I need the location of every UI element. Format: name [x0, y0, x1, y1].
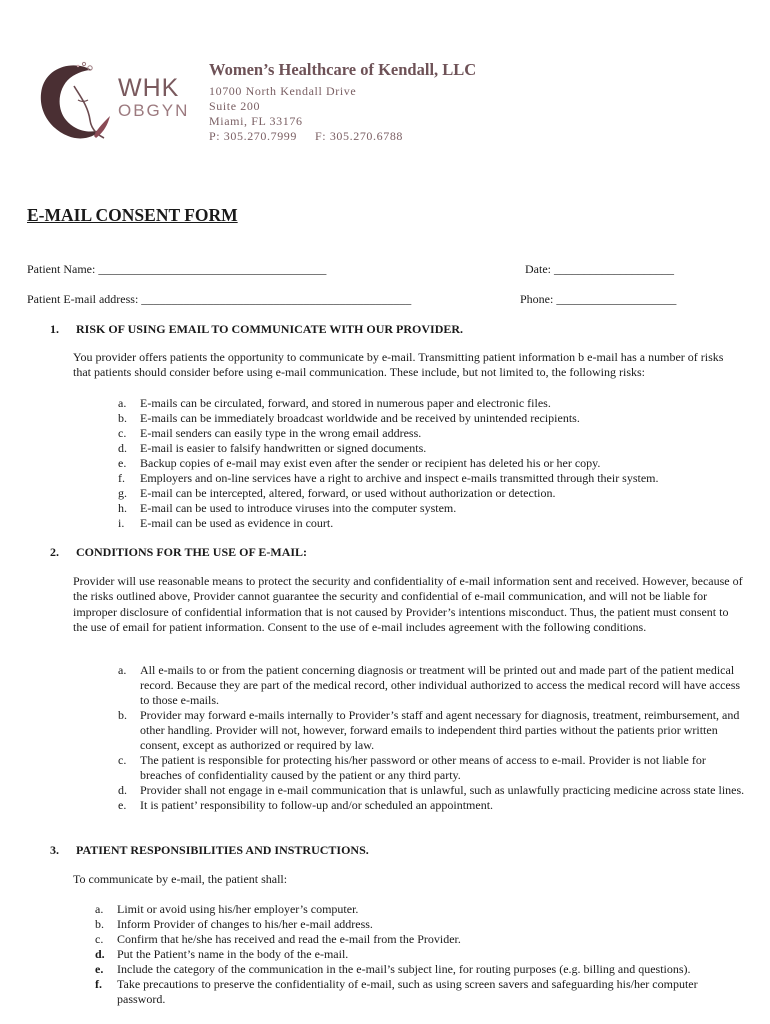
list-item: b. Inform Provider of changes to his/her e-mail address. — [95, 917, 373, 931]
list-item: g. E-mail can be intercepted, altered, forward, or used without authorization or detection. — [118, 486, 556, 500]
list-item: c. The patient is responsible for protecting his/her password or other means of access to e-mail. Provider is not liable for breaches of confidentiality caused by the patient or any third party. — [118, 753, 706, 782]
list-item: b. Provider may forward e-mails internally to Provider’s staff and agent necessary for diagnosis, treatment, reimbursement, and other handling. Provider will not, however, forward emails to independent third parties without the patients prior written consent, except as authorized or required by law. — [118, 708, 740, 752]
section-1-title: RISK OF USING EMAIL TO COMMUNICATE WITH OUR PROVIDER. — [76, 322, 464, 336]
section-2-title: CONDITIONS FOR THE USE OF E-MAIL: — [76, 545, 308, 559]
section-2-list — [118, 663, 746, 813]
list-item: e. It is patient’ responsibility to follow-up and/or scheduled an appointment. — [118, 798, 494, 812]
list-item: a. E-mails can be circulated, forward, and stored in numerous paper and electronic files. — [118, 396, 551, 410]
logo-text-whk: WHK — [118, 74, 180, 102]
section-3-list — [95, 902, 745, 1007]
list-item: i. E-mail can be used as evidence in court. — [118, 516, 334, 530]
form-title: E-MAIL CONSENT FORM — [27, 205, 238, 225]
address-line-1: 10700 North Kendall Drive — [209, 84, 357, 98]
list-item: f. Take precautions to preserve the confidentiality of e-mail, such as using screen savers and safeguarding his/her computer password. — [95, 977, 698, 1006]
address-line-3: Miami, FL 33176 — [209, 114, 303, 128]
list-item: c. Confirm that he/she has received and read the e-mail from the Provider. — [95, 932, 461, 946]
date-field[interactable]: Date: ____________________ — [525, 262, 674, 276]
section-3-number: 3. — [50, 843, 59, 857]
patient-name-field[interactable]: Patient Name: ______________________________________ — [27, 262, 327, 276]
list-item: e. Backup copies of e-mail may exist even after the sender or recipient has deleted his or her copy. — [118, 456, 601, 470]
section-1-number: 1. — [50, 322, 59, 336]
section-3-title: PATIENT RESPONSIBILITIES AND INSTRUCTIONS. — [76, 843, 369, 857]
list-item: d. Put the Patient’s name in the body of the e-mail. — [95, 947, 349, 961]
list-item: d. E-mail is easier to falsify handwritten or signed documents. — [118, 441, 427, 455]
section-1-intro: You provider offers patients the opportunity to communicate by e-mail. Transmitting patient information b e-mail has a number of risks that patients should consider before using e-mail communication. These include, but not limited to, the following risks: — [73, 350, 724, 380]
list-item: d. Provider shall not engage in e-mail communication that is unlawful, such as unlawfully practicing medicine across state lines. — [118, 783, 745, 797]
list-item: b. E-mails can be immediately broadcast worldwide and be received by unintended recipients. — [118, 411, 580, 425]
logo-text-obgyn: OBGYN — [118, 101, 190, 120]
email-address-field[interactable]: Patient E-mail address: _____________________________________________ — [27, 292, 412, 306]
practice-name: Women’s Healthcare of Kendall, LLC — [209, 60, 477, 79]
section-2-intro: Provider will use reasonable means to protect the security and confidentiality of e-mail information sent and received. However, because of the risks outlined above, Provider cannot guarantee the security and confidential of e-mail communication, and will not be liable for improper disclosure of confidential information that is not caused by Provider’s intentions misconduct. Thus, the patient must consent to the use of email for patient information. Consent to the use of e-mail includes agreement with the following conditions. — [73, 574, 743, 635]
logo-hair-swirl — [41, 65, 100, 138]
section-3-intro: To communicate by e-mail, the patient shall: — [73, 872, 288, 886]
list-item: a. All e-mails to or from the patient concerning diagnosis or treatment will be printed out and made part of the patient medical record. Because they are part of the medical record, other individual authorized to access the medical record will have access to those e-mails. — [118, 663, 741, 707]
section-2-number: 2. — [50, 545, 59, 559]
list-item: h. E-mail can be used to introduce viruses into the computer system. — [118, 501, 457, 515]
list-item: a. Limit or avoid using his/her employer’s computer. — [95, 902, 359, 916]
list-item: f. Employers and on-line services have a right to archive and inspect e-mails transmitted through their system. — [118, 471, 659, 485]
logo-hand-leaf — [94, 116, 110, 138]
phone-field[interactable]: Phone: ____________________ — [520, 292, 677, 306]
list-item: c. E-mail senders can easily type in the wrong email address. — [118, 426, 422, 440]
contact-line: P: 305.270.7999 F: 305.270.6788 — [209, 129, 404, 143]
address-line-2: Suite 200 — [209, 99, 261, 113]
list-item: e. Include the category of the communication in the e-mail’s subject line, for routing purposes (e.g. billing and questions). — [95, 962, 691, 976]
logo-dot-2 — [82, 62, 85, 65]
logo-dot-3 — [77, 65, 79, 67]
section-1-list — [118, 396, 748, 531]
